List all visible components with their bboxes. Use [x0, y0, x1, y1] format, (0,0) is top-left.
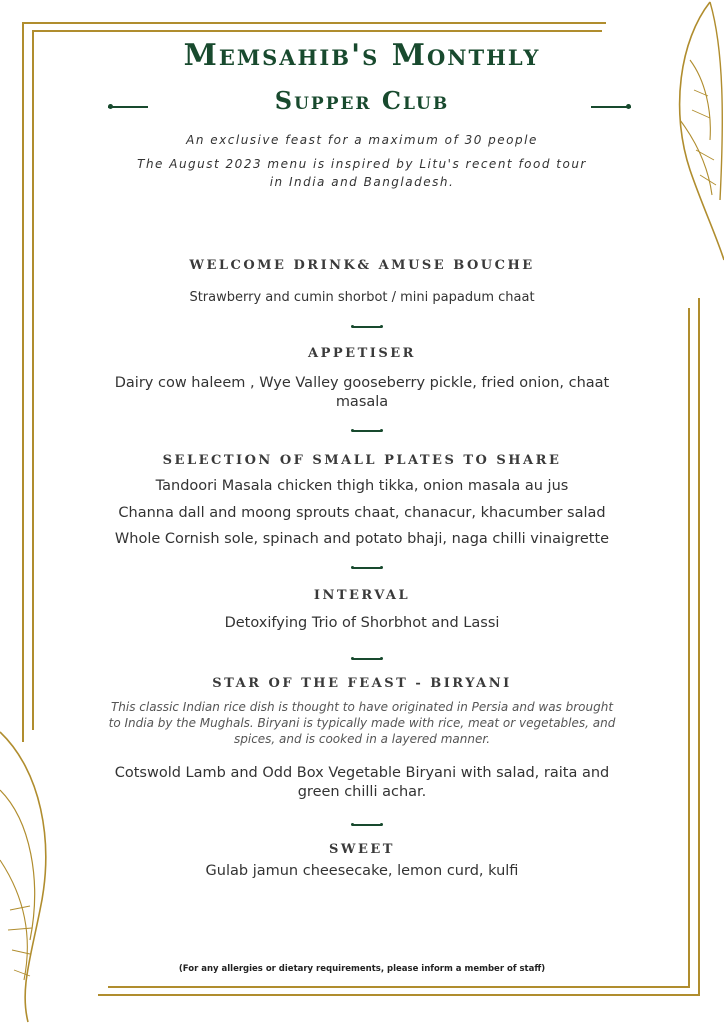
- tagline-capacity: An exclusive feast for a maximum of 30 people: [186, 133, 538, 147]
- menu-item: green chilli achar.: [297, 784, 427, 800]
- menu-item: Tandoori Masala chicken thigh tikka, onion masala au jus: [155, 478, 569, 494]
- header-ornament-right: [591, 104, 631, 110]
- section-heading-small-plates: SELECTION OF SMALL PLATES TO SHARE: [162, 453, 562, 468]
- menu-item: Dairy cow haleem , Wye Valley gooseberry pickle, fried onion, chaat: [114, 375, 610, 391]
- divider-ornament-icon: [351, 565, 383, 571]
- allergy-note: (For any allergies or dietary requirements, please inform a member of staff): [178, 964, 546, 974]
- tagline-inspiration-2: in India and Bangladesh.: [269, 175, 455, 189]
- section-heading-sweet: SWEET: [329, 842, 395, 857]
- menu-item: Strawberry and cumin shorbot / mini papadum chaat: [189, 290, 535, 305]
- frame-top-outer: [22, 22, 606, 24]
- biryani-description: to India by the Mughals. Biryani is typically made with rice, meat or vegetables, and: [108, 716, 616, 730]
- menu-item: Cotswold Lamb and Odd Box Vegetable Biryani with salad, raita and: [114, 765, 610, 781]
- menu-item: Gulab jamun cheesecake, lemon curd, kulfi: [205, 863, 519, 879]
- divider-ornament-icon: [351, 822, 383, 828]
- menu-item: Whole Cornish sole, spinach and potato bhaji, naga chilli vinaigrette: [114, 531, 610, 547]
- divider-ornament-icon: [351, 324, 383, 330]
- section-heading-interval: INTERVAL: [313, 588, 411, 603]
- title-line-1: Memsahib's Monthly: [183, 38, 541, 73]
- frame-bottom-outer: [98, 994, 700, 996]
- frame-bottom-inner: [108, 986, 690, 988]
- frame-top-inner: [32, 30, 602, 32]
- frame-right-inner: [688, 308, 690, 988]
- section-heading-appetiser: APPETISER: [308, 346, 416, 361]
- tagline-inspiration-1: The August 2023 menu is inspired by Litu's recent food tour: [137, 157, 587, 171]
- menu-item: Detoxifying Trio of Shorbhot and Lassi: [224, 615, 500, 631]
- section-heading-welcome: WELCOME DRINK& AMUSE BOUCHE: [189, 258, 535, 273]
- title-line-2: Supper Club: [274, 86, 450, 115]
- biryani-description: spices, and is cooked in a layered manner.: [233, 732, 491, 746]
- menu-item: Channa dall and moong sprouts chaat, chanacur, khacumber salad: [118, 505, 606, 521]
- section-heading-star: STAR OF THE FEAST - BIRYANI: [212, 676, 512, 691]
- menu-item: masala: [335, 394, 389, 410]
- divider-ornament-icon: [351, 428, 383, 434]
- divider-ornament-icon: [351, 656, 383, 662]
- biryani-description: This classic Indian rice dish is thought to have originated in Persia and was brought: [110, 700, 614, 714]
